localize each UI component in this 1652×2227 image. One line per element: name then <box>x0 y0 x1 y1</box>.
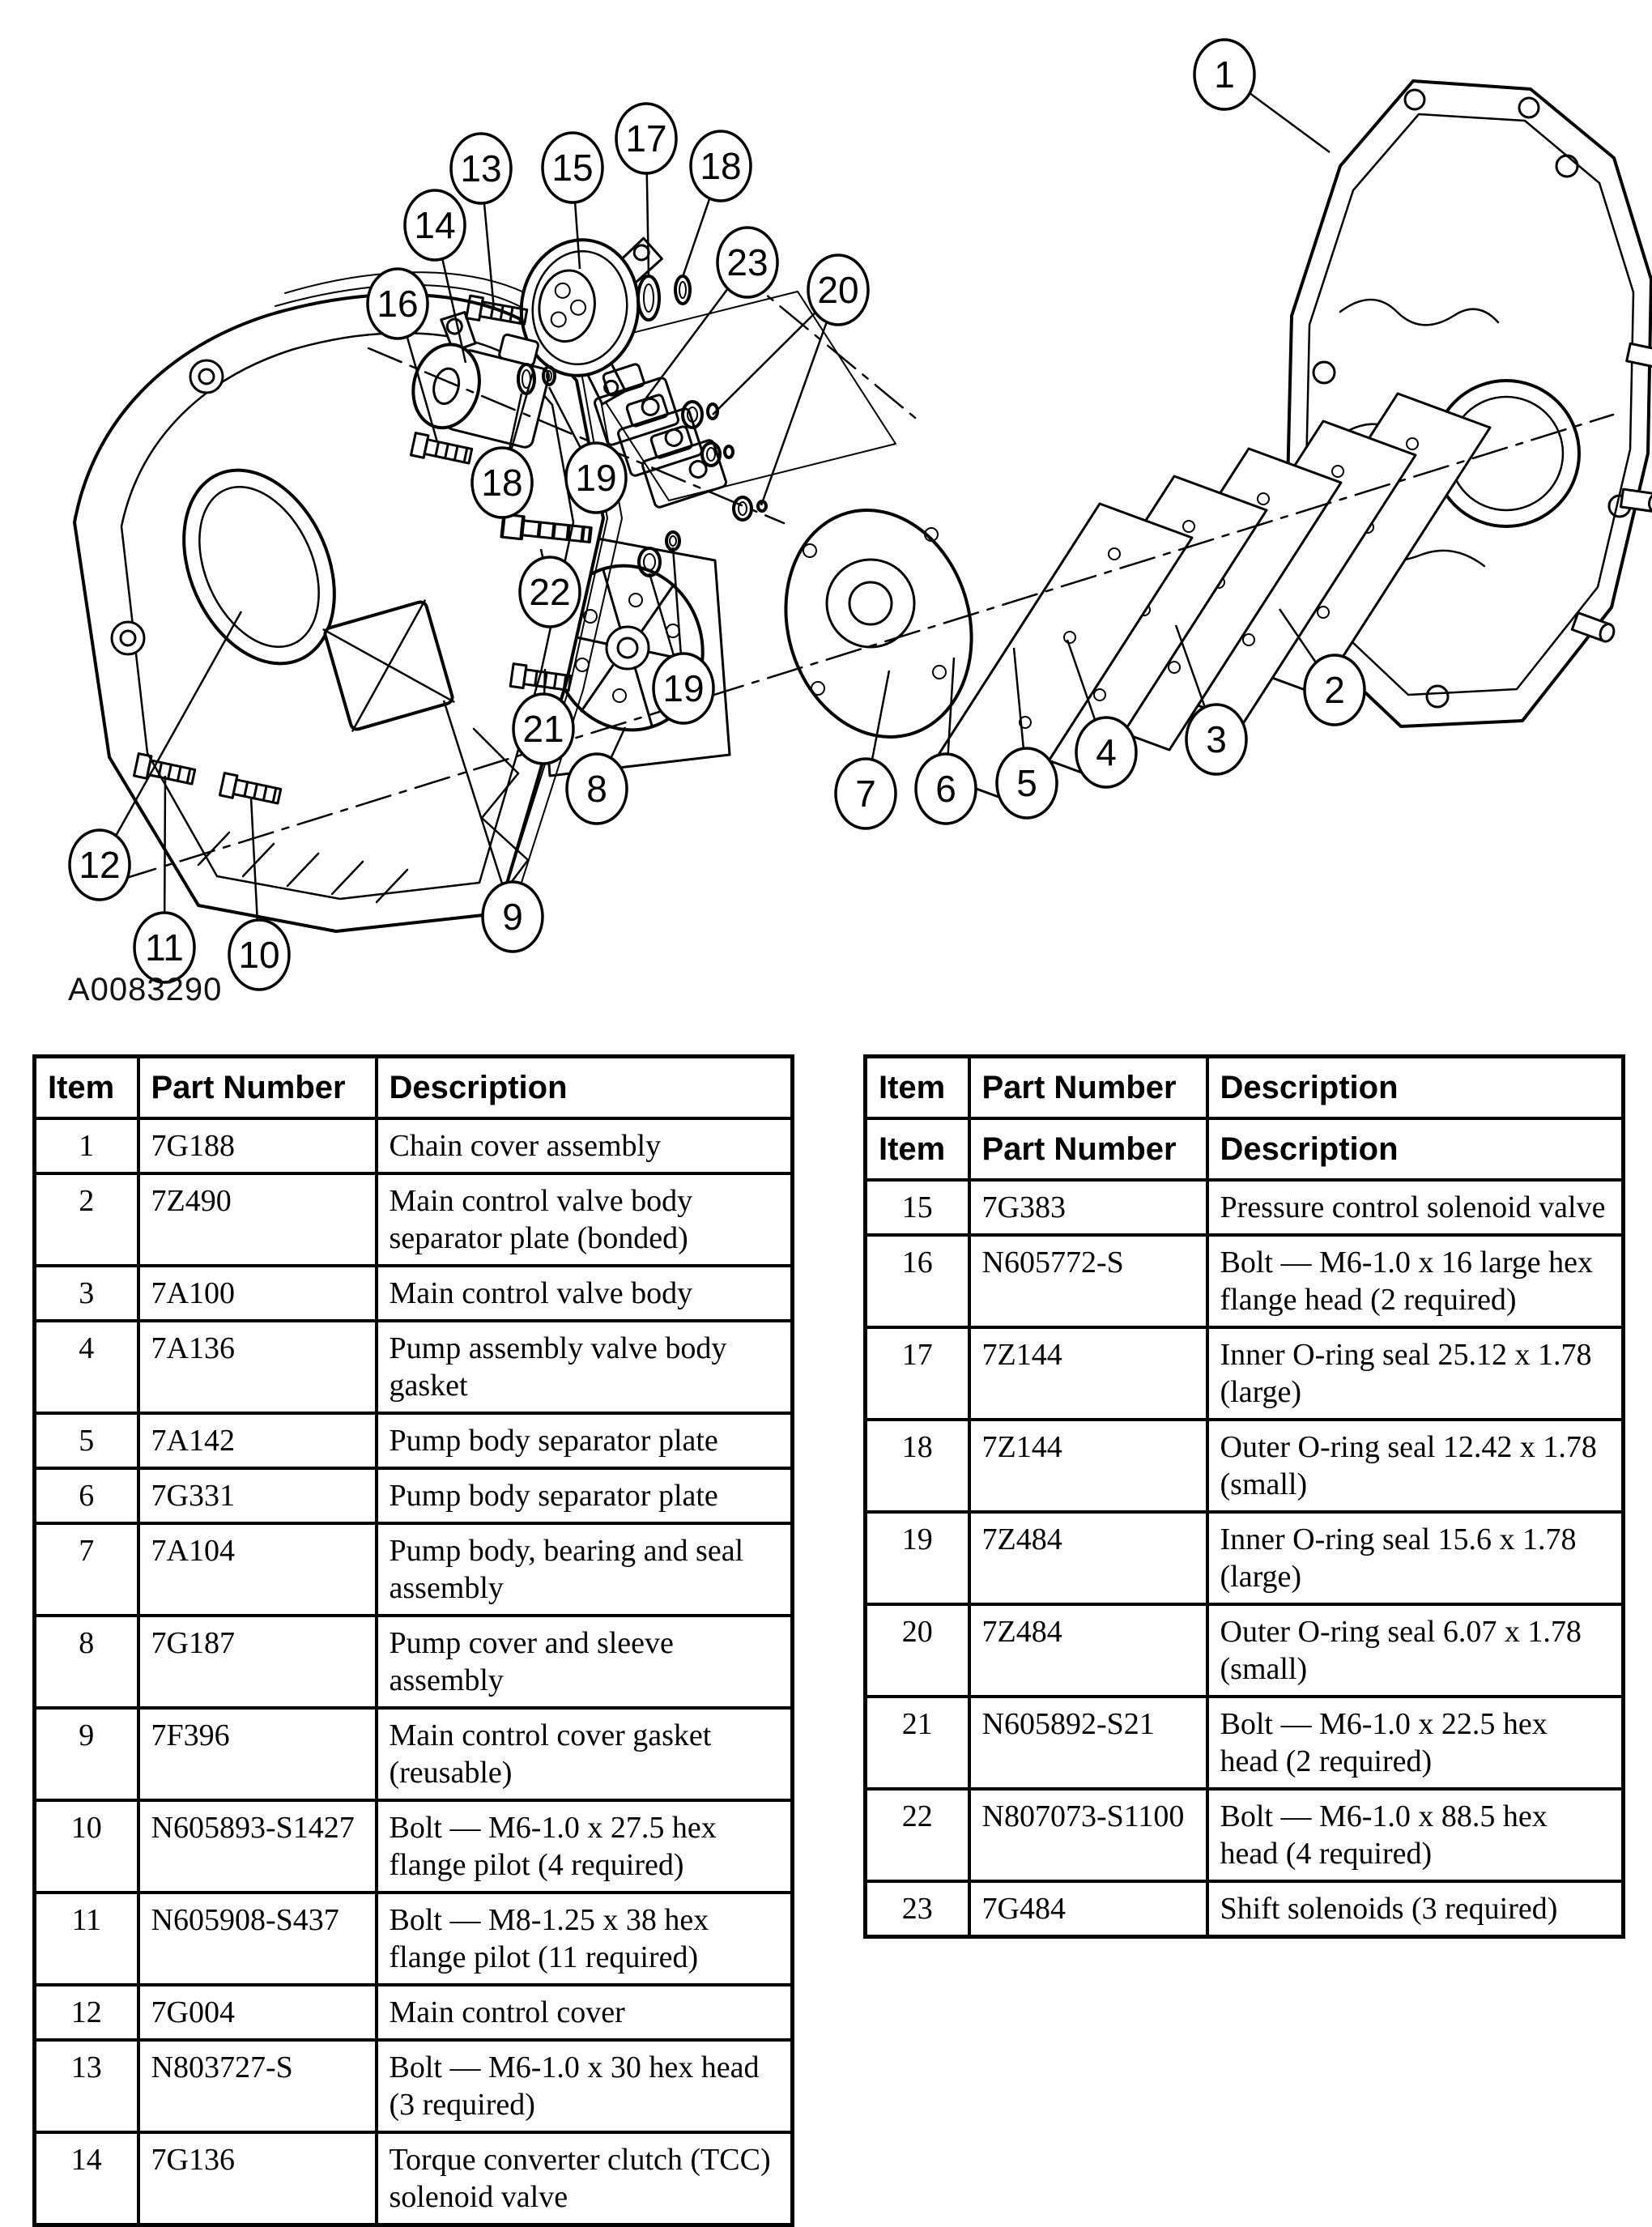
part-number-cell: 7Z484 <box>969 1512 1207 1604</box>
svg-text:12: 12 <box>79 844 121 886</box>
callout-19 <box>654 654 713 723</box>
table-row <box>35 1708 793 1800</box>
table-row <box>35 1321 793 1413</box>
description-cell: Bolt — M6-1.0 x 22.5 hex head (2 required) <box>1207 1697 1624 1789</box>
description-cell: Outer O-ring seal 12.42 x 1.78 (small) <box>1207 1420 1624 1512</box>
callout-4 <box>1076 717 1136 787</box>
callout-14 <box>405 190 465 260</box>
description-cell: Main control valve body separator plate (bonded) <box>377 1173 793 1266</box>
description-cell: Pressure control solenoid valve <box>1207 1180 1624 1235</box>
part-number-cell: 7Z144 <box>969 1327 1207 1420</box>
column-header: Item <box>866 1118 969 1180</box>
svg-text:5: 5 <box>1016 762 1037 804</box>
svg-text:1: 1 <box>1214 53 1235 96</box>
svg-text:23: 23 <box>726 241 769 283</box>
description-cell: Chain cover assembly <box>377 1118 793 1173</box>
figure-code: A0083290 <box>68 972 223 1007</box>
description-cell: Torque converter clutch (TCC) solenoid valve <box>377 2132 793 2225</box>
svg-text:22: 22 <box>529 571 571 613</box>
item-cell: 9 <box>35 1708 138 1800</box>
table-row <box>866 1327 1624 1420</box>
part-number-cell: N605892-S21 <box>969 1697 1207 1789</box>
svg-text:8: 8 <box>586 768 607 810</box>
description-cell: Bolt — M6-1.0 x 88.5 hex head (4 required) <box>1207 1789 1624 1881</box>
svg-text:9: 9 <box>502 896 523 938</box>
description-cell: Pump body separator plate <box>377 1413 793 1468</box>
table-header-row <box>866 1118 1624 1180</box>
part-number-cell: 7G383 <box>969 1180 1207 1235</box>
part-number-cell: 7Z490 <box>138 1173 377 1266</box>
table-row <box>35 1523 793 1616</box>
svg-text:15: 15 <box>551 147 594 189</box>
column-header: Description <box>1207 1118 1624 1180</box>
table-row <box>866 1180 1624 1235</box>
svg-text:13: 13 <box>460 147 502 189</box>
item-cell: 6 <box>35 1468 138 1523</box>
column-header: Item <box>35 1057 138 1119</box>
callout-13 <box>451 134 511 203</box>
part-number-cell: 7Z484 <box>969 1604 1207 1697</box>
description-cell: Main control valve body <box>377 1266 793 1321</box>
svg-text:18: 18 <box>481 462 523 504</box>
description-cell: Inner O-ring seal 15.6 x 1.78 (large) <box>1207 1512 1624 1604</box>
table-row <box>35 2040 793 2132</box>
callout-16 <box>368 269 428 339</box>
part-number-cell: N807073-S1100 <box>969 1789 1207 1881</box>
part-number-cell: 7Z144 <box>969 1420 1207 1512</box>
svg-text:19: 19 <box>662 667 705 709</box>
callout-7 <box>836 759 896 828</box>
svg-text:11: 11 <box>145 926 184 969</box>
table-row <box>866 1604 1624 1697</box>
table-row <box>35 1893 793 1985</box>
svg-text:7: 7 <box>855 773 876 815</box>
item-cell: 12 <box>35 1985 138 2040</box>
callout-9 <box>483 882 543 952</box>
callout-15 <box>543 133 602 202</box>
item-cell: 1 <box>35 1118 138 1173</box>
item-cell: 16 <box>866 1235 969 1327</box>
part-number-cell: 7G188 <box>138 1118 377 1173</box>
callout-19 <box>566 443 626 513</box>
part-number-cell: N605908-S437 <box>138 1893 377 1985</box>
table-row <box>866 1881 1624 1937</box>
table-row <box>866 1697 1624 1789</box>
part-number-cell: 7G136 <box>138 2132 377 2225</box>
table-row <box>35 1173 793 1266</box>
part-number-cell: 7G331 <box>138 1468 377 1523</box>
item-cell: 13 <box>35 2040 138 2132</box>
item-cell: 3 <box>35 1266 138 1321</box>
description-cell: Bolt — M8-1.25 x 38 hex flange pilot (11 required) <box>377 1893 793 1985</box>
item-cell: 18 <box>866 1420 969 1512</box>
item-cell: 22 <box>866 1789 969 1881</box>
exploded-view-diagram <box>0 0 1652 1045</box>
item-cell: 5 <box>35 1413 138 1468</box>
callout-20 <box>808 255 868 325</box>
description-cell: Bolt — M6-1.0 x 16 large hex flange head (2 required) <box>1207 1235 1624 1327</box>
svg-text:17: 17 <box>625 117 667 160</box>
callout-1 <box>1194 40 1254 109</box>
item-cell: 7 <box>35 1523 138 1616</box>
callout-21 <box>513 694 573 764</box>
column-header: Item <box>866 1057 969 1119</box>
callout-18 <box>472 448 532 517</box>
part-number-cell: 7A104 <box>138 1523 377 1616</box>
callout-12 <box>70 830 130 900</box>
table-row <box>35 1266 793 1321</box>
part-number-cell: N605893-S1427 <box>138 1800 377 1893</box>
column-header: Description <box>1207 1057 1624 1119</box>
part-number-cell: 7A136 <box>138 1321 377 1413</box>
svg-text:3: 3 <box>1206 718 1227 760</box>
description-cell: Shift solenoids (3 required) <box>1207 1881 1624 1937</box>
item-cell: 15 <box>866 1180 969 1235</box>
parts-table-items-1-14 <box>32 1054 794 2227</box>
description-cell: Main control cover <box>377 1985 793 2040</box>
table-row <box>866 1789 1624 1881</box>
svg-text:6: 6 <box>935 768 956 810</box>
callout-2 <box>1305 655 1365 725</box>
item-cell: 4 <box>35 1321 138 1413</box>
column-header: Part Number <box>969 1118 1207 1180</box>
part-number-cell: N605772-S <box>969 1235 1207 1327</box>
description-cell: Outer O-ring seal 6.07 x 1.78 (small) <box>1207 1604 1624 1697</box>
table-row <box>35 1800 793 1893</box>
column-header: Description <box>377 1057 793 1119</box>
part-number-cell: 7G187 <box>138 1616 377 1708</box>
description-cell: Bolt — M6-1.0 x 30 hex head (3 required) <box>377 2040 793 2132</box>
svg-text:2: 2 <box>1324 669 1345 711</box>
svg-text:16: 16 <box>377 283 419 325</box>
table-row <box>866 1235 1624 1327</box>
column-header: Part Number <box>969 1057 1207 1119</box>
description-cell: Inner O-ring seal 25.12 x 1.78 (large) <box>1207 1327 1624 1420</box>
description-cell: Bolt — M6-1.0 x 27.5 hex flange pilot (4 required) <box>377 1800 793 1893</box>
table-row <box>35 1985 793 2040</box>
callout-17 <box>616 104 676 173</box>
part-number-cell: 7G004 <box>138 1985 377 2040</box>
table-header-row <box>35 1057 793 1119</box>
parts-table-items-15-23 <box>863 1054 1625 1939</box>
table-row <box>35 1616 793 1708</box>
item-cell: 20 <box>866 1604 969 1697</box>
table-row <box>866 1512 1624 1604</box>
svg-text:21: 21 <box>522 708 564 750</box>
callout-10 <box>229 920 289 990</box>
item-cell: 2 <box>35 1173 138 1266</box>
table-row <box>35 1413 793 1468</box>
callout-23 <box>717 228 777 297</box>
part-number-cell: 7G484 <box>969 1881 1207 1937</box>
svg-text:19: 19 <box>575 457 617 499</box>
part-number-cell: 7A142 <box>138 1413 377 1468</box>
callout-3 <box>1186 705 1246 774</box>
callout-8 <box>567 754 627 824</box>
part-number-cell: 7F396 <box>138 1708 377 1800</box>
svg-text:20: 20 <box>817 269 859 311</box>
item-cell: 8 <box>35 1616 138 1708</box>
svg-text:14: 14 <box>414 204 456 246</box>
callout-22 <box>520 557 580 627</box>
description-cell: Pump body separator plate <box>377 1468 793 1523</box>
svg-text:10: 10 <box>238 934 280 976</box>
description-cell: Pump body, bearing and seal assembly <box>377 1523 793 1616</box>
item-cell: 23 <box>866 1881 969 1937</box>
item-cell: 14 <box>35 2132 138 2225</box>
callout-5 <box>997 748 1057 818</box>
item-cell: 19 <box>866 1512 969 1604</box>
svg-text:18: 18 <box>700 145 742 187</box>
description-cell: Pump cover and sleeve assembly <box>377 1616 793 1708</box>
table-header-row <box>866 1057 1624 1119</box>
item-cell: 21 <box>866 1697 969 1789</box>
part-number-cell: N803727-S <box>138 2040 377 2132</box>
svg-text:4: 4 <box>1096 731 1117 773</box>
item-cell: 17 <box>866 1327 969 1420</box>
column-header: Part Number <box>138 1057 377 1119</box>
table-row <box>35 1468 793 1523</box>
callout-18 <box>691 131 751 201</box>
description-cell: Pump assembly valve body gasket <box>377 1321 793 1413</box>
table-row <box>866 1420 1624 1512</box>
item-cell: 10 <box>35 1800 138 1893</box>
callout-6 <box>916 754 976 824</box>
table-row <box>35 1118 793 1173</box>
description-cell: Main control cover gasket (reusable) <box>377 1708 793 1800</box>
item-cell: 11 <box>35 1893 138 1985</box>
table-row <box>35 2132 793 2225</box>
part-number-cell: 7A100 <box>138 1266 377 1321</box>
